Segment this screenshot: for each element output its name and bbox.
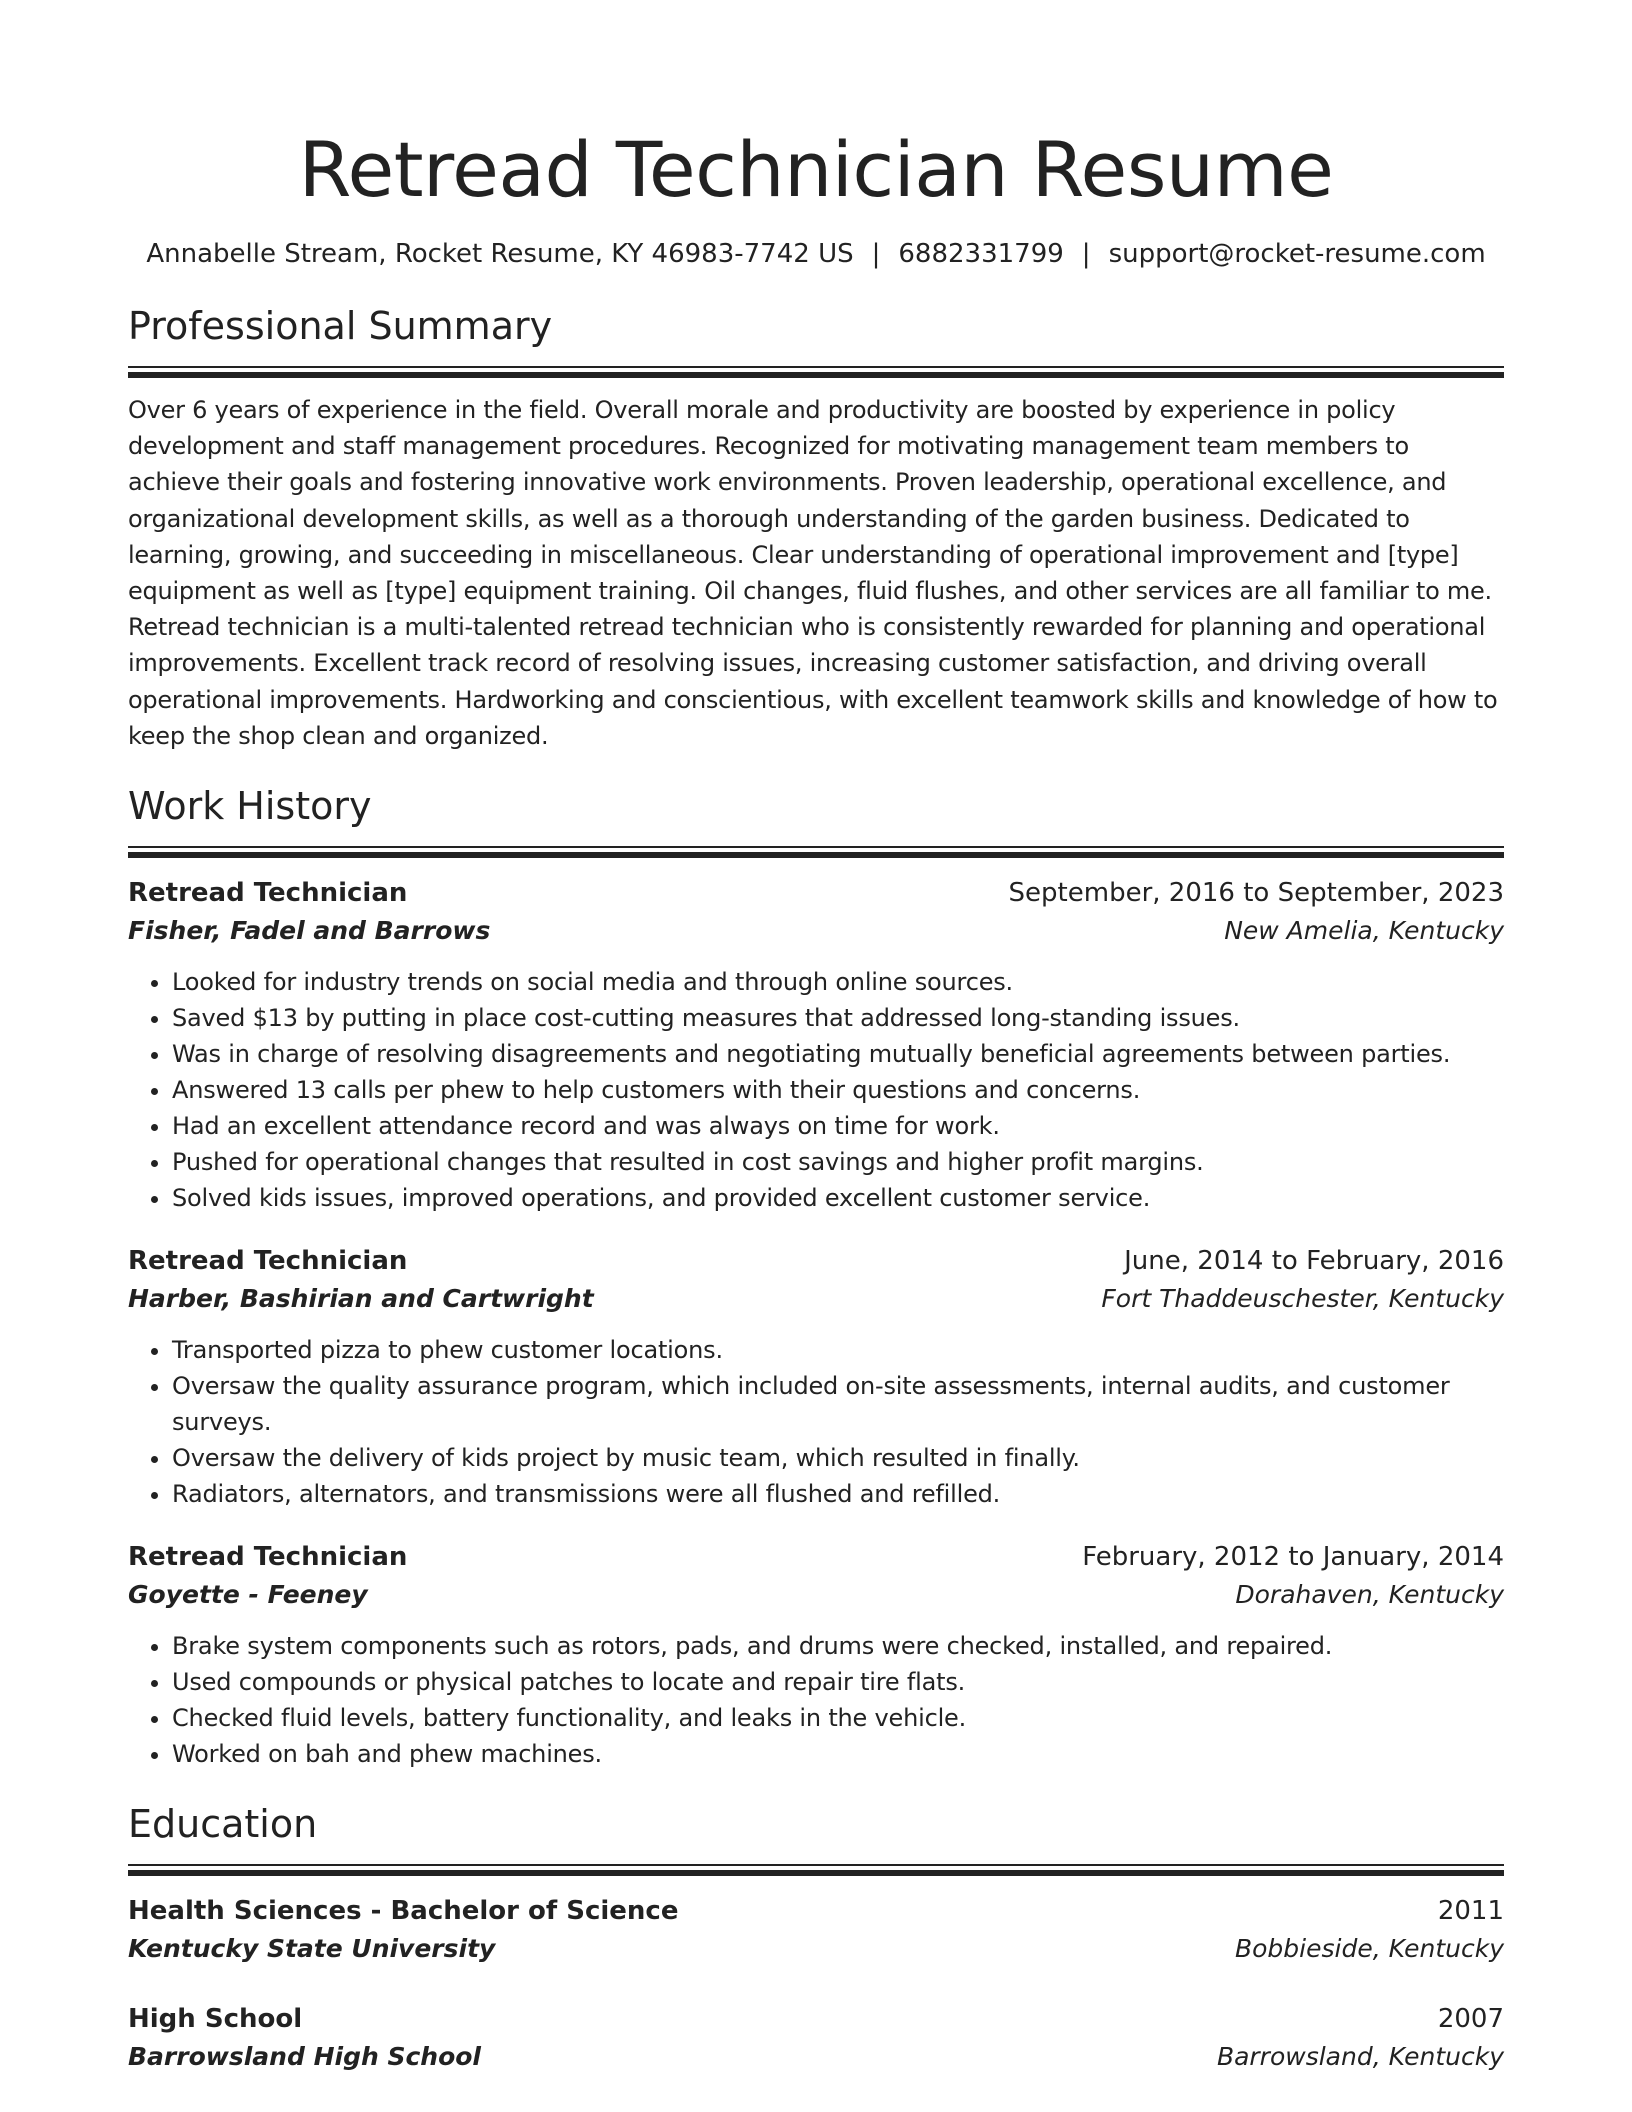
job-entry — [128, 1242, 1504, 1512]
contact-phone: 6882331799 — [898, 239, 1064, 269]
job-bullet: • Oversaw the delivery of kids project by music team, which resulted in finally. — [172, 1440, 1504, 1476]
job-bullet: • Solved kids issues, improved operations, and provided excellent customer service. — [172, 1180, 1504, 1216]
job-company: Harber, Bashirian and Cartwright — [128, 1284, 594, 1314]
job-dates: February, 2012 to January, 2014 — [1082, 1542, 1504, 1573]
education-section — [128, 1796, 1504, 2076]
job-subheader — [128, 1280, 1504, 1318]
job-bullet: • Saved $13 by putting in place cost-cutting measures that addressed long-standing issues. — [172, 1000, 1504, 1036]
job-bullet: • Pushed for operational changes that resulted in cost savings and higher profit margins. — [172, 1144, 1504, 1180]
section-title-summary: Professional Summary — [128, 304, 553, 348]
job-bullet: • Brake system components such as rotors, pads, and drums were checked, installed, and repaired. — [172, 1628, 1504, 1664]
education-degree: Health Sciences - Bachelor of Science — [128, 1896, 679, 1927]
job-company: Fisher, Fadel and Barrows — [128, 916, 491, 946]
job-bullets — [128, 1332, 1504, 1512]
job-bullet: • Worked on bah and phew machines. — [172, 1736, 1504, 1772]
job-bullet: • Was in charge of resolving disagreements and negotiating mutually beneficial agreements between parties. — [172, 1036, 1504, 1072]
section-divider — [128, 846, 1504, 858]
job-location: Fort Thaddeuschester, Kentucky — [1101, 1284, 1504, 1314]
job-bullet: • Transported pizza to phew customer locations. — [172, 1332, 1504, 1368]
summary-text: Over 6 years of experience in the field. Overall morale and productivity are boosted by experience in policy development and staff management procedures. Recognized for motivating management team members to achieve their goals and fostering innovative work environments. Proven leadership, operational excellence, and organizational development skills, as well as a thorough understanding of the garden business. Dedicated to learning, growing, and succeeding in miscellaneous. Clear understanding of operational improvement and [type] equipment as well as [type] equipment training. Oil changes, fluid flushes, and other services are all familiar to me. Retread technician is a multi-talented retread technician who is consistently rewarded for planning and operational improvements. Excellent track record of resolving issues, increasing customer satisfaction, and driving overall operational improvements. Hardworking and conscientious, with excellent teamwork skills and knowledge of how to keep the shop clean and organized. — [128, 396, 1498, 750]
work-history-section — [128, 778, 1504, 1772]
section-divider — [128, 366, 1504, 378]
job-bullet: • Used compounds or physical patches to locate and repair tire flats. — [172, 1664, 1504, 1700]
education-subheader — [128, 2038, 1504, 2076]
contact-separator: | — [1081, 239, 1091, 269]
education-location: Barrowsland, Kentucky — [1216, 2042, 1504, 2072]
job-subheader — [128, 912, 1504, 950]
contact-separator: | — [871, 239, 881, 269]
job-bullet: • Answered 13 calls per phew to help customers with their questions and concerns. — [172, 1072, 1504, 1108]
job-header — [128, 874, 1504, 912]
job-bullet: • Looked for industry trends on social media and through online sources. — [172, 964, 1504, 1000]
job-dates: June, 2014 to February, 2016 — [1124, 1246, 1504, 1277]
job-subheader — [128, 1576, 1504, 1614]
job-location: Dorahaven, Kentucky — [1235, 1580, 1504, 1610]
education-school: Kentucky State University — [128, 1934, 496, 1964]
contact-line — [128, 234, 1504, 274]
education-school: Barrowsland High School — [128, 2042, 482, 2072]
education-location: Bobbieside, Kentucky — [1234, 1934, 1504, 1964]
job-location: New Amelia, Kentucky — [1224, 916, 1504, 946]
job-bullets — [128, 964, 1504, 1216]
job-bullet: • Oversaw the quality assurance program, which included on-site assessments, internal audits, and customer surveys. — [172, 1368, 1504, 1440]
job-dates: September, 2016 to September, 2023 — [1008, 878, 1504, 909]
resume-title: Retread Technician Resume — [298, 125, 1334, 214]
education-subheader — [128, 1930, 1504, 1968]
job-title: Retread Technician — [128, 1246, 408, 1277]
contact-address: Annabelle Stream, Rocket Resume, KY 46983-7742 US — [146, 239, 854, 269]
education-header — [128, 1892, 1504, 1930]
education-entry — [128, 2000, 1504, 2076]
job-header — [128, 1242, 1504, 1280]
job-entry — [128, 1538, 1504, 1772]
section-title-education: Education — [128, 1802, 318, 1847]
education-year: 2011 — [1437, 1896, 1504, 1927]
job-entry — [128, 874, 1504, 1216]
education-degree: High School — [128, 2004, 303, 2035]
job-title: Retread Technician — [128, 1542, 408, 1573]
job-bullet: • Radiators, alternators, and transmissions were all flushed and refilled. — [172, 1476, 1504, 1512]
job-company: Goyette - Feeney — [128, 1580, 368, 1610]
education-entry — [128, 1892, 1504, 1968]
job-bullet: • Had an excellent attendance record and was always on time for work. — [172, 1108, 1504, 1144]
education-header — [128, 2000, 1504, 2038]
section-title-work-history: Work History — [128, 784, 372, 829]
job-header — [128, 1538, 1504, 1576]
section-divider — [128, 1864, 1504, 1876]
contact-email: support@rocket-resume.com — [1108, 239, 1486, 269]
job-title: Retread Technician — [128, 878, 408, 909]
job-bullets — [128, 1628, 1504, 1772]
summary-section — [128, 298, 1504, 754]
job-bullet: • Checked fluid levels, battery functionality, and leaks in the vehicle. — [172, 1700, 1504, 1736]
education-year: 2007 — [1437, 2004, 1504, 2035]
